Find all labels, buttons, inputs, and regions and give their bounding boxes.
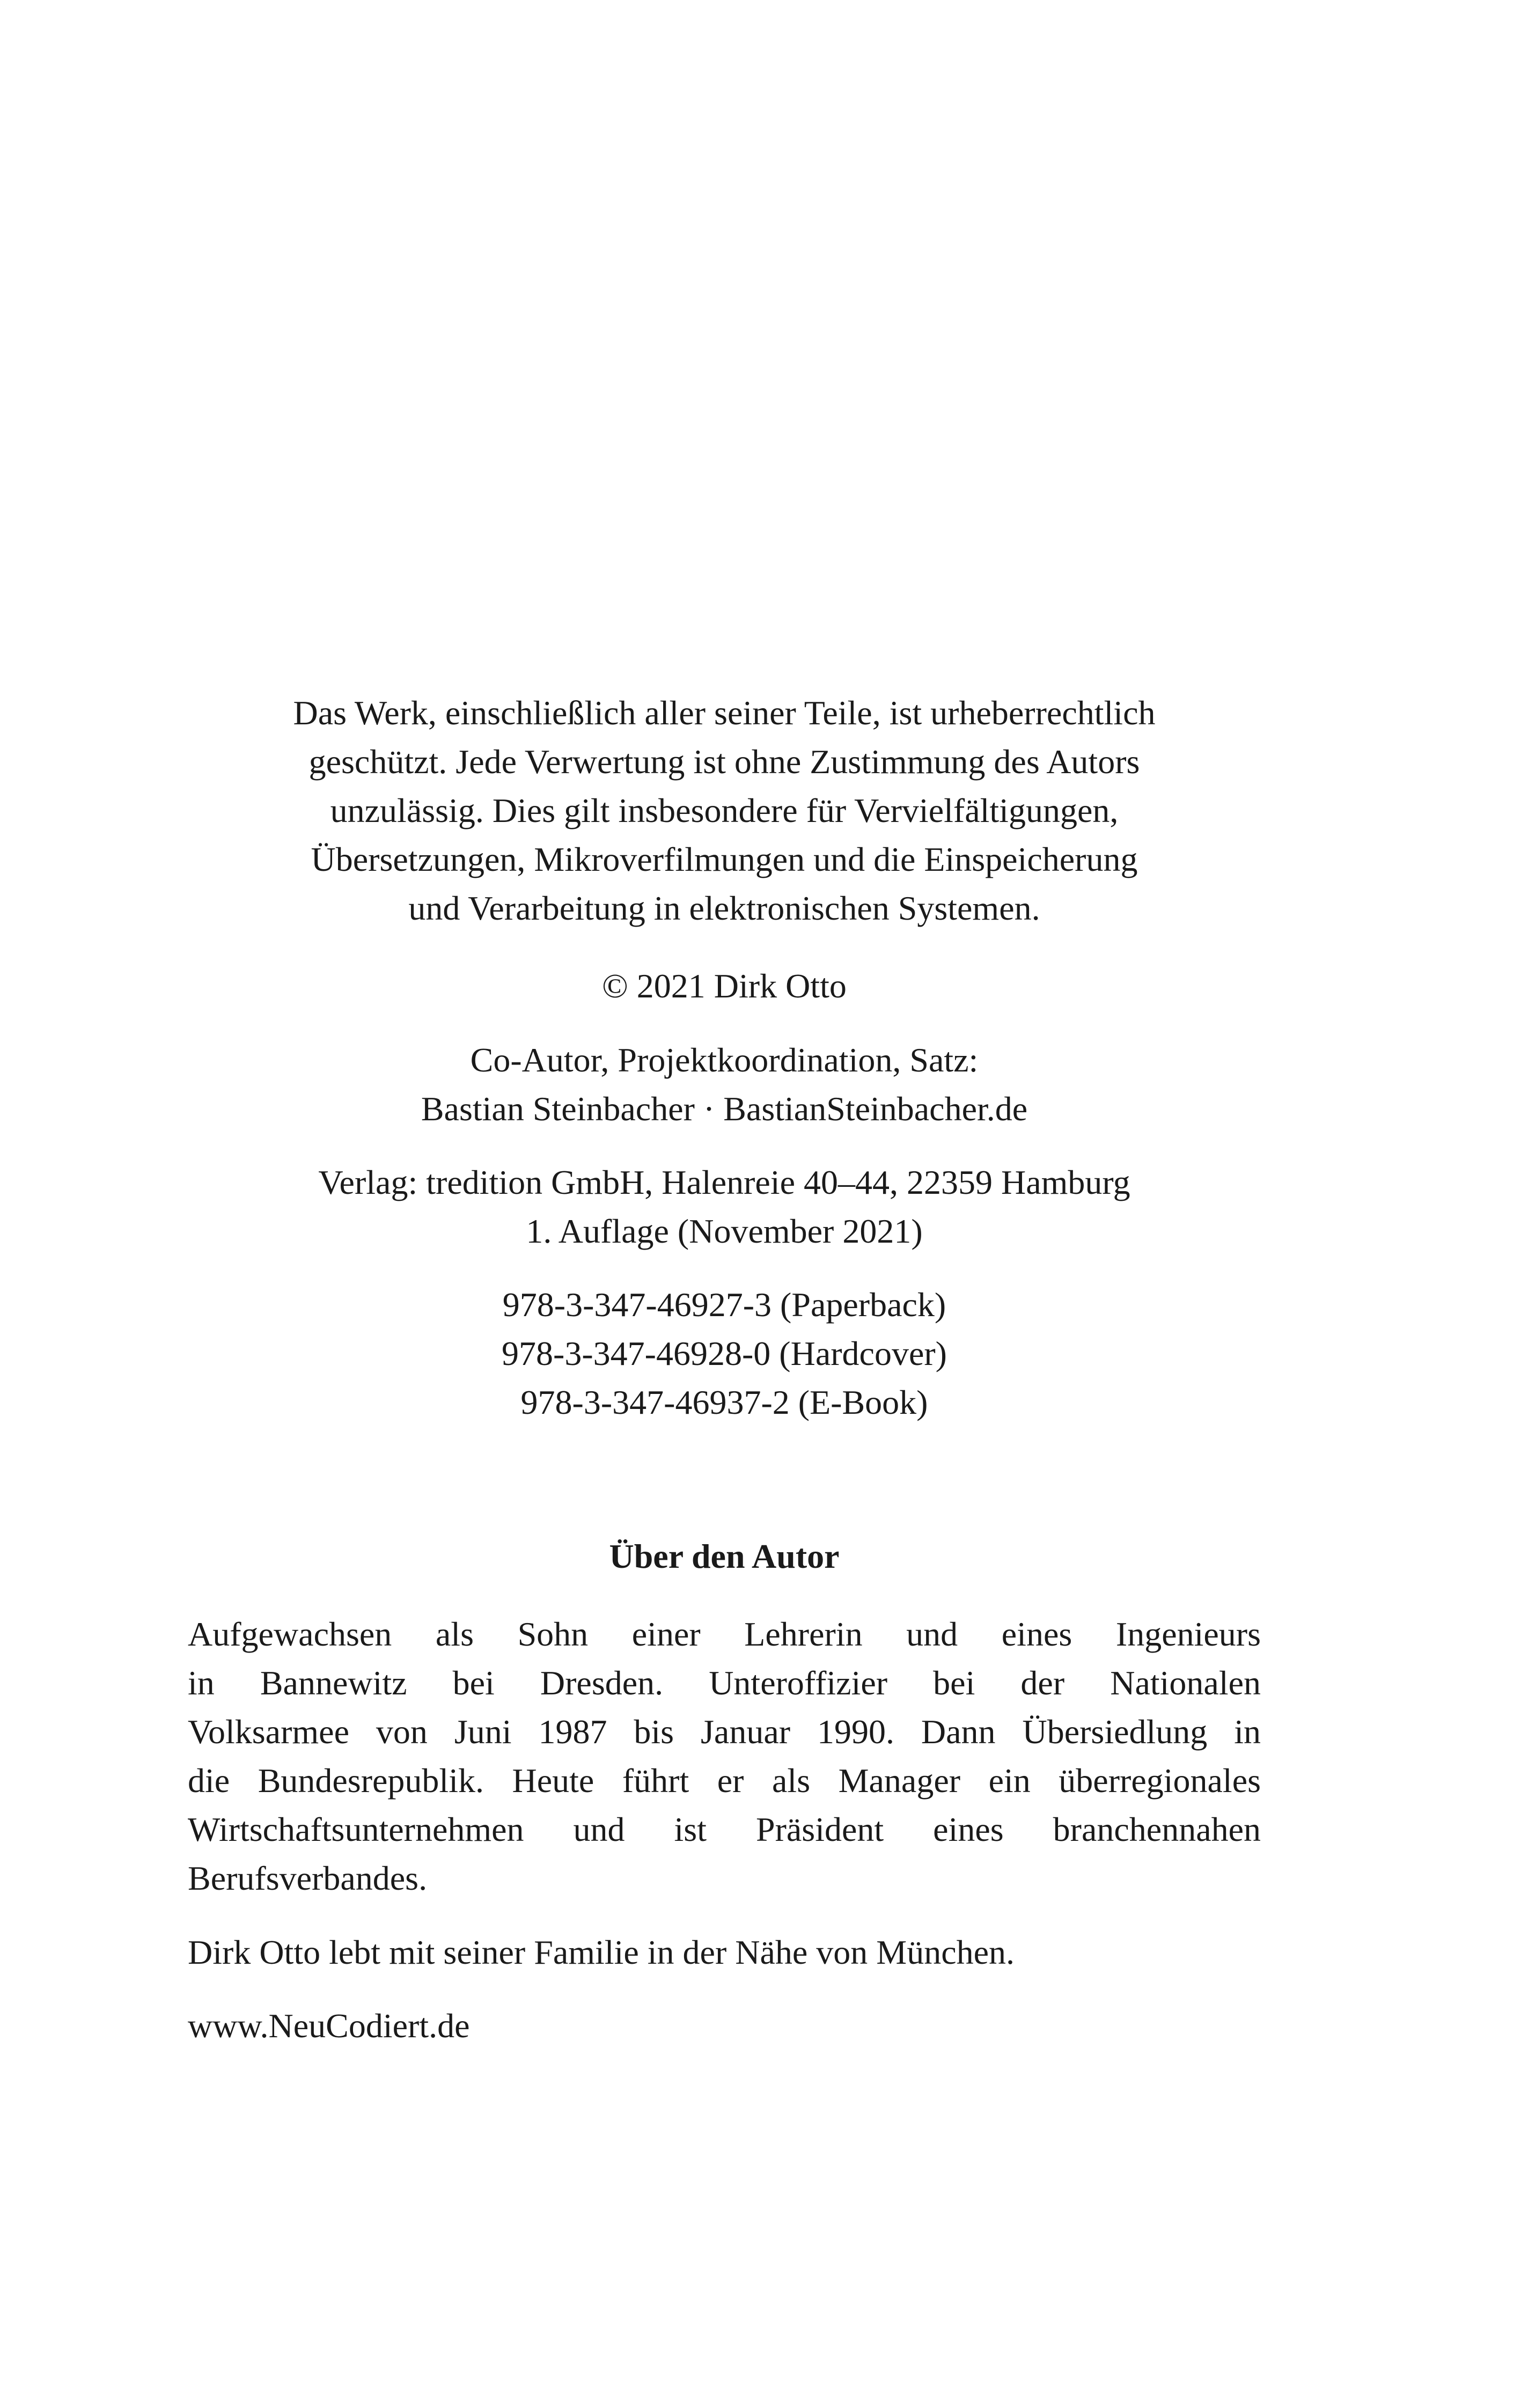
residence-text: Dirk Otto lebt mit seiner Familie in der Nähe von München. <box>188 1933 1015 1971</box>
author-bio <box>188 1610 1261 1903</box>
legal-notice-line: geschützt. Jede Verwertung ist ohne Zustimmung des Autors <box>308 743 1140 781</box>
bio-line: die Bundesrepublik. Heute führt er als Manager ein überregionales <box>188 1761 1261 1800</box>
bio-line: Berufsverbandes. <box>188 1859 428 1897</box>
about-heading-text: Über den Autor <box>609 1537 840 1575</box>
isbn-line: 978-3-347-46928-0 (Hardcover) <box>502 1334 947 1372</box>
bio-line: Aufgewachsen als Sohn einer Lehrerin und eines Ingenieurs <box>188 1615 1261 1653</box>
about-heading <box>188 1532 1261 1581</box>
bio-line: Wirtschaftsunternehmen und ist Präsident eines branchennahen <box>188 1810 1261 1848</box>
author-website <box>188 2001 1261 2050</box>
copyright-line <box>188 961 1261 1010</box>
legal-notice-line: und Verarbeitung in elektronischen Systemen. <box>408 889 1040 927</box>
publisher-line: Verlag: tredition GmbH, Halenreie 40–44, 22359 Hamburg <box>318 1163 1130 1201</box>
copyright-text: © 2021 Dirk Otto <box>602 967 847 1005</box>
website-link[interactable]: www.NeuCodiert.de <box>188 2007 470 2045</box>
isbn-line: 978-3-347-46927-3 (Paperback) <box>502 1286 946 1324</box>
credits-line: Bastian Steinbacher · BastianSteinbacher.de <box>421 1090 1028 1128</box>
credits <box>188 1036 1261 1133</box>
edition-line: 1. Auflage (November 2021) <box>526 1212 923 1250</box>
publisher-info <box>188 1158 1261 1256</box>
legal-notice <box>188 688 1261 933</box>
credits-line: Co-Autor, Projektkoordination, Satz: <box>470 1041 979 1079</box>
bio-line: Volksarmee von Juni 1987 bis Januar 1990. Dann Übersiedlung in <box>188 1713 1261 1751</box>
legal-notice-line: Übersetzungen, Mikroverfilmungen und die Einspeicherung <box>311 840 1138 878</box>
legal-notice-line: Das Werk, einschließlich aller seiner Teile, ist urheberrechtlich <box>293 694 1156 732</box>
bio-line: in Bannewitz bei Dresden. Unteroffizier bei der Nationalen <box>188 1664 1261 1702</box>
isbn-list <box>188 1280 1261 1427</box>
isbn-line: 978-3-347-46937-2 (E-Book) <box>520 1383 928 1421</box>
author-residence <box>188 1928 1261 1977</box>
legal-notice-line: unzulässig. Dies gilt insbesondere für Vervielfältigungen, <box>330 791 1119 829</box>
